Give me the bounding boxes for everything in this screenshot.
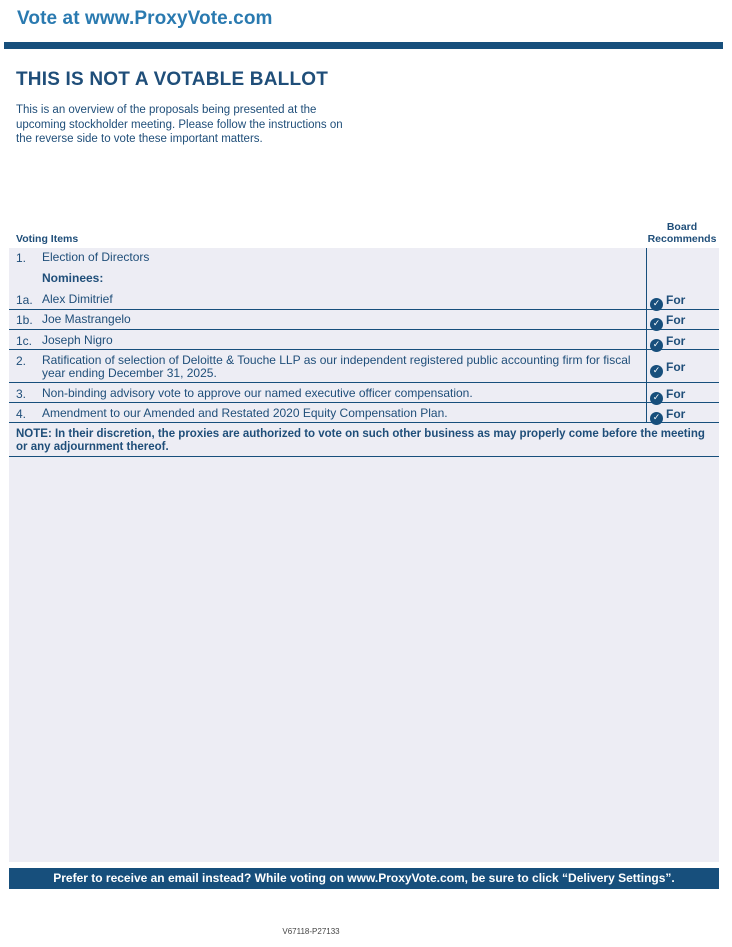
item-text: Joe Mastrangelo xyxy=(42,312,131,326)
document-code: V67118-P27133 xyxy=(282,927,340,936)
check-circle-icon: ✓ xyxy=(650,392,663,405)
item-text: Ratification of selection of Deloitte & Touche LLP as our independent registered public accounting firm for fiscal year ending December 31, 2025. xyxy=(42,353,631,380)
voting-items-header: Voting Items xyxy=(16,233,79,245)
recommendation-label: For xyxy=(666,387,686,401)
item-number: 4. xyxy=(16,407,27,421)
board-recommendation xyxy=(650,313,719,331)
item-text: Alex Dimitrief xyxy=(42,292,113,306)
check-circle-icon: ✓ xyxy=(650,298,663,311)
nominees-label: Nominees: xyxy=(42,271,104,285)
board-header-line1: Board xyxy=(666,221,698,233)
item-text: Joseph Nigro xyxy=(42,333,113,347)
site-header: Vote at www.ProxyVote.com xyxy=(17,8,273,29)
ballot-intro: This is an overview of the proposals being presented at the upcoming stockholder meeting. Please follow the instructions on the reverse side to vote these important matters. xyxy=(16,104,343,145)
board-recommends-header xyxy=(646,222,718,245)
voting-item-row xyxy=(9,330,719,350)
board-header-line2: Recommends xyxy=(647,232,717,245)
item-text: Amendment to our Amended and Restated 2020 Equity Compensation Plan. xyxy=(42,406,448,420)
item-number: 1a. xyxy=(16,293,33,307)
voting-item-row xyxy=(9,290,719,310)
item-number: 3. xyxy=(16,387,27,401)
check-circle-icon: ✓ xyxy=(650,339,663,352)
check-circle-icon: ✓ xyxy=(650,365,663,378)
recommendation-label: For xyxy=(666,334,686,348)
recommendation-label: For xyxy=(666,360,686,374)
item-number: 1b. xyxy=(16,313,33,327)
item-text: Non-binding advisory vote to approve our named executive officer compensation. xyxy=(42,386,473,400)
item-text: Election of Directors xyxy=(42,250,150,264)
top-rule xyxy=(4,42,723,49)
board-recommendation xyxy=(650,360,719,378)
ballot-title: THIS IS NOT A VOTABLE BALLOT xyxy=(16,69,329,90)
recommendation-label: For xyxy=(666,313,686,327)
check-circle-icon: ✓ xyxy=(650,318,663,331)
item-number: 2. xyxy=(16,354,27,368)
voting-item-row xyxy=(9,350,719,383)
check-circle-icon: ✓ xyxy=(650,412,663,425)
board-recommendation xyxy=(650,293,719,311)
voting-item-row xyxy=(9,251,719,271)
nominees-label-row xyxy=(9,272,719,290)
voting-item-row xyxy=(9,310,719,330)
voting-item-row xyxy=(9,403,719,423)
item-number: 1. xyxy=(16,251,27,265)
discretion-note: NOTE: In their discretion, the proxies are authorized to vote on such other business as may properly come before the meeting or any adjournment thereof. xyxy=(9,423,719,457)
delivery-settings-banner: Prefer to receive an email instead? While voting on www.ProxyVote.com, be sure to click “Delivery Settings”. xyxy=(9,868,719,889)
recommendation-label: For xyxy=(666,407,686,421)
voting-item-row xyxy=(9,383,719,403)
item-number: 1c. xyxy=(16,334,33,348)
recommendation-label: For xyxy=(666,293,686,307)
